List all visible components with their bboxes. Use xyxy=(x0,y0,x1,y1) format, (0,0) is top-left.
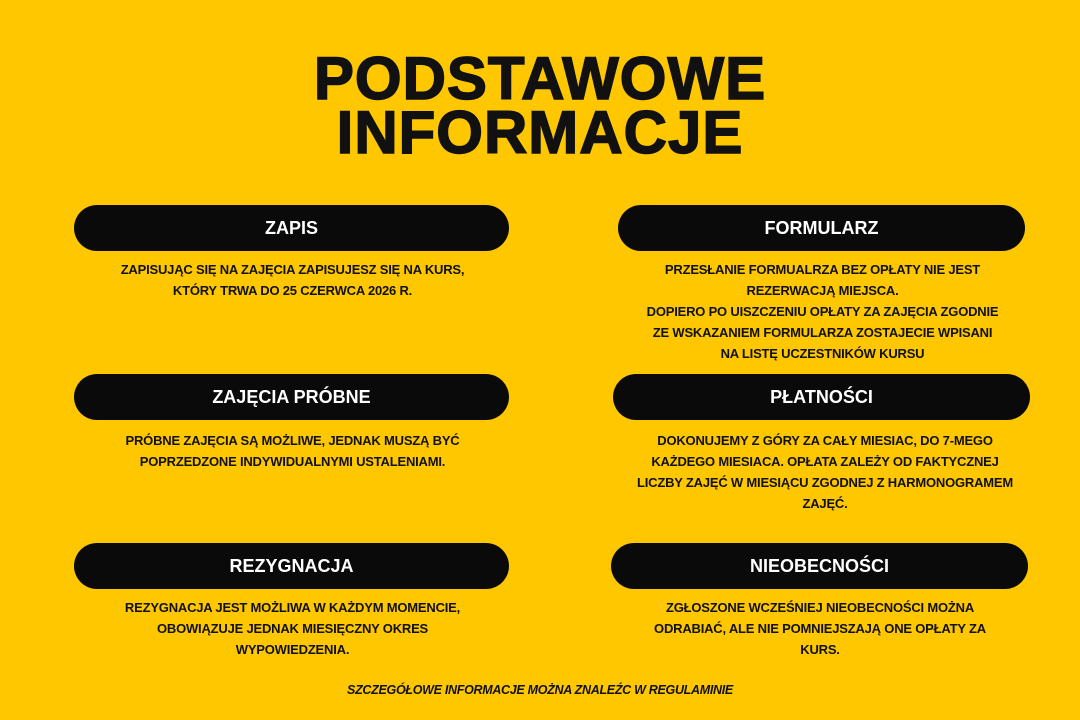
section-heading-formularz: FORMULARZ xyxy=(618,205,1025,251)
title-line-1: PODSTAWOWE xyxy=(313,45,767,112)
section-text-rezygnacja: REZYGNACJA JEST MOŻLIWA W KAŻDYM MOMENCIE, OBOWIĄZUJE JEDNAK MIESIĘCZNY OKRES WYPOWIEDZENIA. xyxy=(124,600,461,657)
section-text-nieobecnosci: ZGŁOSZONE WCZEŚNIEJ NIEOBECNOŚCI MOŻNA ODRABIAĆ, ALE NIE POMNIEJSZAJĄ ONE OPŁATY ZA KURS. xyxy=(654,600,986,657)
section-heading-rezygnacja: REZYGNACJA xyxy=(74,543,509,589)
footer-note: SZCZEGÓŁOWE INFORMACJE MOŻNA ZNALEŹC W REGULAMINIE xyxy=(347,683,733,697)
section-text-zajecia-probne: PRÓBNE ZAJĘCIA SĄ MOŻLIWE, JEDNAK MUSZĄ BYĆ POPRZEDZONE INDYWIDUALNYMI USTALENIAMI. xyxy=(125,433,460,469)
section-heading-zajecia-probne: ZAJĘCIA PRÓBNE xyxy=(74,374,509,420)
page-title xyxy=(0,45,1080,166)
section-text-zapis: ZAPISUJĄC SIĘ NA ZAJĘCIA ZAPISUJESZ SIĘ NA KURS, KTÓRY TRWA DO 25 CZERWCA 2026 R. xyxy=(120,262,465,298)
section-text-formularz: PRZESŁANIE FORMUALRZA BEZ OPŁATY NIE JEST REZERWACJĄ MIEJSCA. DOPIERO PO UISZCZENIU OPŁATY ZA ZAJĘCIA ZGODNIE ZE WSKAZANIEM FORMULARZA ZOSTAJECIE WPISANI NA LISTĘ UCZESTNIKÓW KURSU xyxy=(646,262,999,361)
section-heading-platnosci: PŁATNOŚCI xyxy=(613,374,1030,420)
section-heading-nieobecnosci: NIEOBECNOŚCI xyxy=(611,543,1028,589)
title-line-2: INFORMACJE xyxy=(336,99,744,166)
section-text-platnosci: DOKONUJEMY Z GÓRY ZA CAŁY MIESIAC, DO 7-MEGO KAŻDEGO MIESIACA. OPŁATA ZALEŻY OD FAKTYCZNEJ LICZBY ZAJĘĆ W MIESIĄCU ZGODNEJ Z HARMONOGRAMEM ZAJĘĆ. xyxy=(636,433,1014,511)
section-heading-zapis: ZAPIS xyxy=(74,205,509,251)
